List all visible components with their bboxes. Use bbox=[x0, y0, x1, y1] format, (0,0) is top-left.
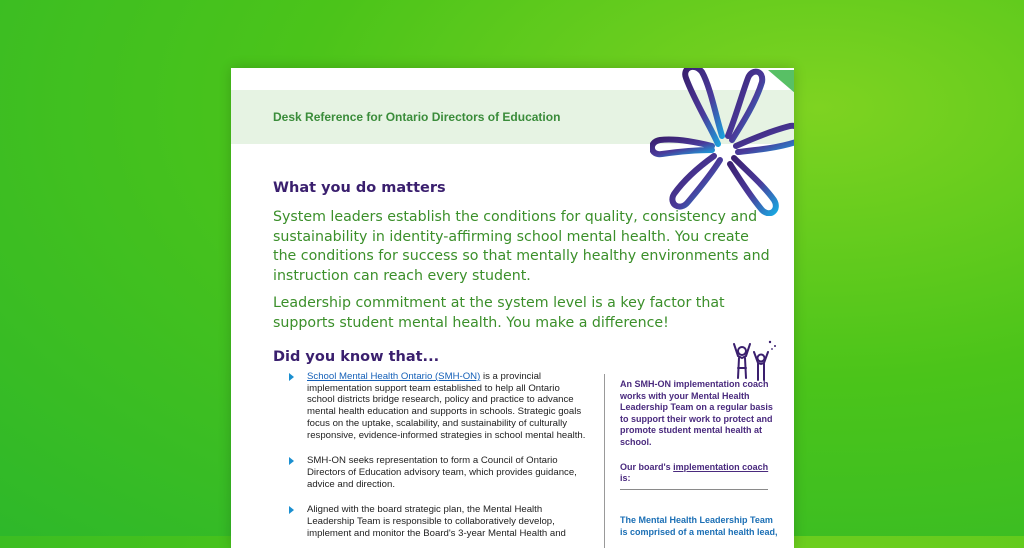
document-title: Desk Reference for Ontario Directors of Education bbox=[273, 110, 561, 124]
flower-logo-icon bbox=[650, 68, 794, 216]
bullet-text: Aligned with the board strategic plan, the Mental Health Leadership Team is responsible to collaboratively develop, implement and monitor the Board's 3-year Mental Health and bbox=[307, 504, 566, 539]
smh-on-link[interactable]: School Mental Health Ontario (SMH-ON) bbox=[307, 371, 481, 382]
did-you-know-heading: Did you know that... bbox=[273, 349, 440, 365]
list-item bbox=[289, 504, 589, 539]
coach-link[interactable]: implementation coach bbox=[673, 461, 769, 472]
lead-paragraph-2: Leadership commitment at the system level is a key factor that supports student mental health. You make a difference! bbox=[273, 295, 725, 331]
bullet-text: SMH-ON seeks representation to form a Council of Ontario Directors of Education advisory team, which provides guidance, advice and direction. bbox=[307, 455, 577, 490]
sidebar-box bbox=[620, 379, 780, 498]
sidebar-leadership-text: The Mental Health Leadership Team is comprised of a mental health lead, bbox=[620, 515, 778, 537]
document-page bbox=[231, 68, 794, 548]
bullet-arrow-icon bbox=[289, 457, 294, 465]
bullet-text: is a provincial implementation support team established to help all Ontario school districts bridge research, policy and practice to advance mental health education and supports in schools. Strategic goals focus on the uptake, scalability, and sustainability of culturally responsive, evidence-informed strategies in school mental health. bbox=[307, 371, 586, 441]
what-you-do-heading: What you do matters bbox=[273, 180, 446, 196]
lead-paragraph-1: System leaders establish the conditions for quality, consistency and sustainability in identity-affirming school mental health. You create the conditions for success so that mentally healthy environments and instruction can reach every student. bbox=[273, 209, 770, 284]
coach-suffix: is: bbox=[620, 473, 631, 484]
coach-answer-line[interactable] bbox=[620, 489, 768, 490]
sidebar-coach-text: An SMH-ON implementation coach works with your Mental Health Leadership Team on a regular basis to support their work to protect and promote student mental health at school. bbox=[620, 379, 773, 447]
list-item bbox=[289, 455, 589, 490]
bullet-arrow-icon bbox=[289, 373, 294, 381]
sidebar-divider bbox=[604, 374, 605, 548]
bullet-arrow-icon bbox=[289, 506, 294, 514]
sidebar-coach-line bbox=[620, 462, 780, 485]
bullet-list bbox=[289, 371, 589, 548]
list-item bbox=[289, 371, 589, 441]
coach-prefix: Our board's bbox=[620, 461, 674, 472]
